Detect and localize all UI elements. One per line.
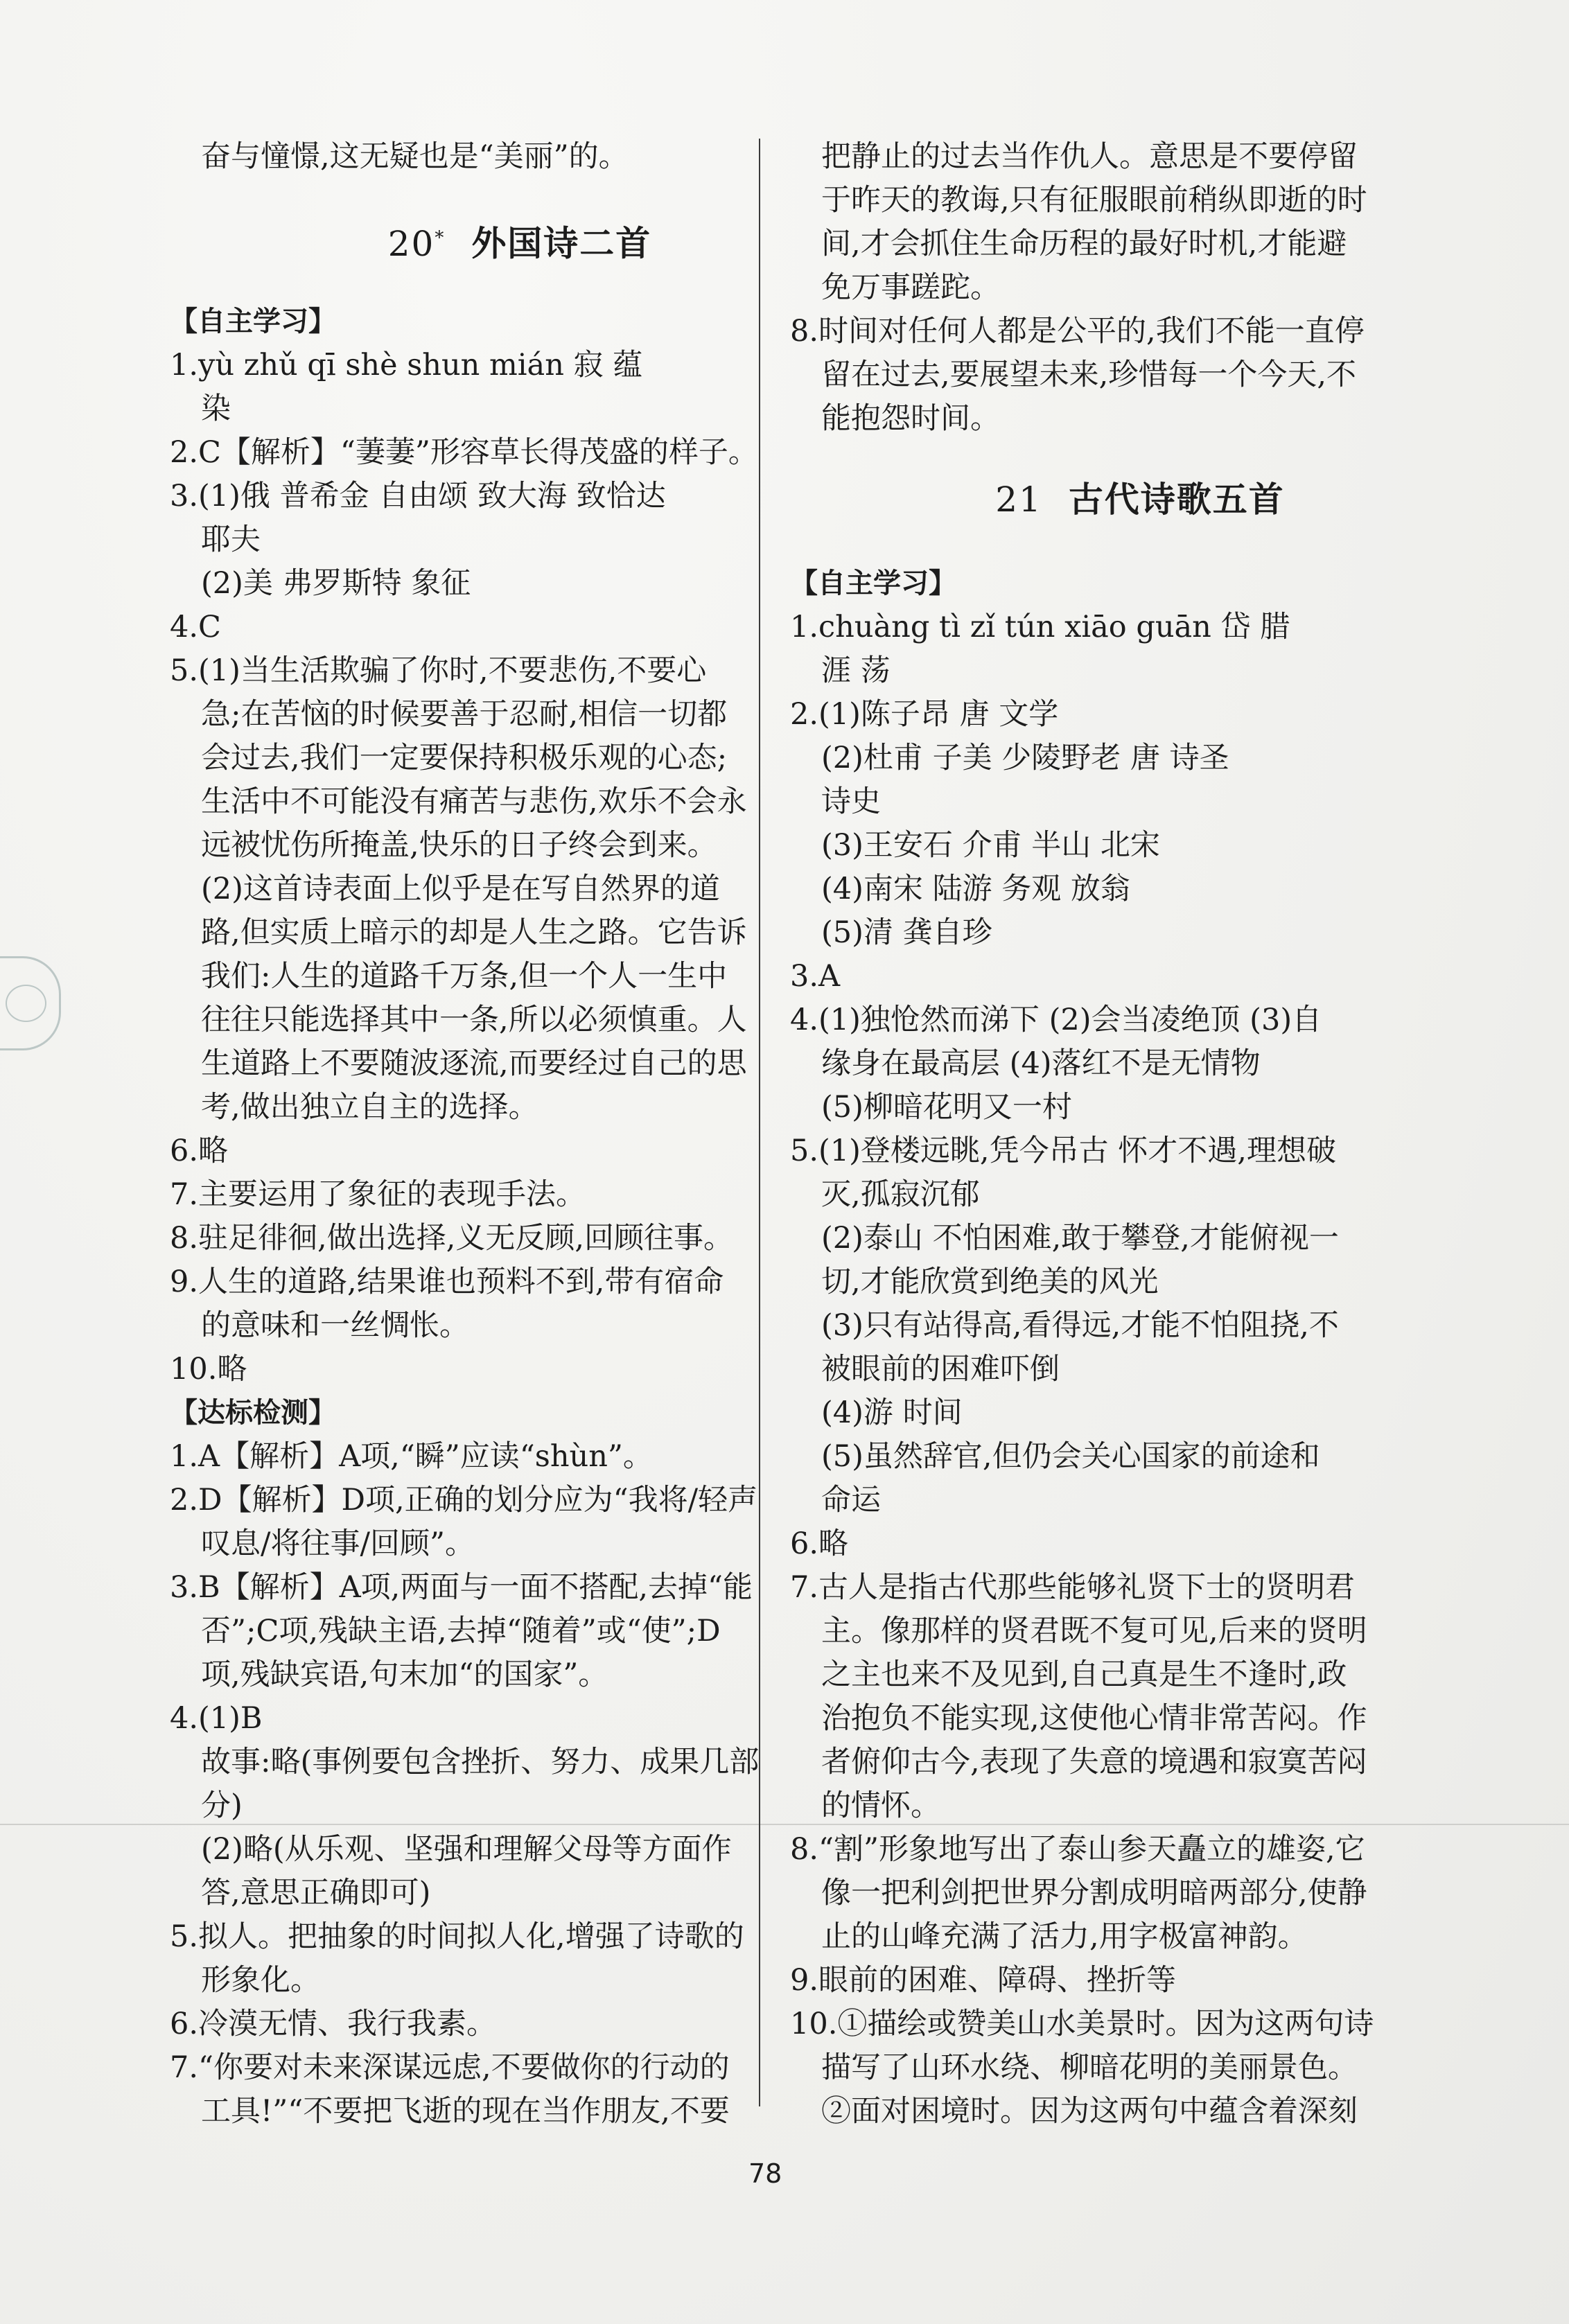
answer-line: 考,做出独立自主的选择。 (201, 1090, 538, 1125)
answer-line: 能抱怨时间。 (821, 401, 1000, 436)
answer-line: 诗史 (821, 784, 881, 819)
answer-line: 急;在苦恼的时候要善于忍耐,相信一切都 (201, 697, 728, 732)
answer-line: 3.A (790, 959, 841, 994)
answer-line: 会过去,我们一定要保持积极乐观的心态; (201, 741, 728, 775)
answer-line: 6.略 (170, 1134, 229, 1168)
lesson-number: 21 (995, 479, 1042, 520)
answer-line: 耶夫 (201, 522, 261, 557)
answer-line: 4.(1)B (170, 1701, 263, 1736)
answer-line: 于昨天的教诲,只有征服眼前稍纵即逝的时 (821, 183, 1367, 218)
answer-line: (2)这首诗表面上似乎是在写自然界的道 (201, 872, 720, 906)
answer-line: 故事:略(事例要包含挫折、努力、成果几部 (201, 1745, 760, 1779)
answer-line: (2)杜甫 子美 少陵野老 唐 诗圣 (821, 741, 1229, 775)
lesson-number: 20* (387, 223, 446, 264)
answer-line: 者俯仰古今,表现了失意的境遇和寂寞苦闷 (821, 1745, 1367, 1779)
answer-line: 命运 (821, 1483, 881, 1517)
answer-line: 4.(1)独怆然而涕下 (2)会当凌绝顶 (3)自 (790, 1003, 1322, 1037)
answer-line: 1.A【解析】A项,“瞬”应读“shùn”。 (170, 1439, 653, 1474)
answer-line: 把静止的过去当作仇人。意思是不要停留 (821, 139, 1358, 174)
answer-line: 被眼前的困难吓倒 (821, 1352, 1060, 1387)
answer-line: (3)只有站得高,看得远,才能不怕阻挠,不 (821, 1308, 1339, 1343)
answer-line: 1.yù zhǔ qī shè shun mián 寂 蕴 (170, 348, 643, 382)
lesson-title-text: 古代诗歌五首 (1068, 479, 1285, 520)
answer-line: 生活中不可能没有痛苦与悲伤,欢乐不会永 (201, 784, 747, 819)
answer-line: 10.①描绘或赞美山水美景时。因为这两句诗 (790, 2007, 1374, 2041)
answer-line: 叹息/将往事/回顾”。 (201, 1526, 475, 1561)
answer-line: 缘身在最高层 (4)落红不是无情物 (821, 1046, 1261, 1081)
answer-line: 免万事蹉跎。 (821, 270, 1000, 305)
answer-line: 8.驻足徘徊,做出选择,义无反顾,回顾往事。 (170, 1221, 734, 1256)
left-column (170, 135, 870, 2133)
answer-line: (4)南宋 陆游 务观 放翁 (821, 872, 1130, 906)
answer-line: (5)清 龚自珍 (821, 915, 992, 950)
answer-line: 7.古人是指古代那些能够礼贤下士的贤明君 (790, 1570, 1356, 1605)
lesson-title-text: 外国诗二首 (471, 222, 652, 264)
answer-line: 9.眼前的困难、障碍、挫折等 (790, 1963, 1177, 1998)
answer-line: 2.C【解析】“萋萋”形容草长得茂盛的样子。 (170, 435, 758, 470)
answer-line: 2.(1)陈子昂 唐 文学 (790, 697, 1059, 732)
answer-line: 10.略 (170, 1352, 247, 1387)
answer-line: 3.B【解析】A项,两面与一面不搭配,去掉“能 (170, 1570, 753, 1605)
answer-line: 答,意思正确即可) (201, 1876, 431, 1910)
answer-line: 路,但实质上暗示的却是人生之路。它告诉 (201, 915, 747, 950)
lesson-title-20 (170, 206, 870, 269)
intro-line: 奋与憧憬,这无疑也是“美丽”的。 (201, 139, 629, 174)
page-number: 78 (748, 2158, 782, 2189)
answer-line: 我们:人生的道路千万条,但一个人一生中 (201, 959, 728, 994)
answer-line: 的情怀。 (821, 1788, 940, 1823)
answer-line: (5)柳暗花明又一村 (821, 1090, 1072, 1125)
answer-line: 9.人生的道路,结果谁也预料不到,带有宿命 (170, 1265, 724, 1299)
section-heading-self-study: 【自主学习】 (790, 567, 956, 599)
answer-line: 7.“你要对未来深谋远虑,不要做你的行动的 (170, 2050, 730, 2085)
answer-line: (4)游 时间 (821, 1396, 963, 1430)
answer-line: 1.chuàng tì zǐ tún xiāo guān 岱 腊 (790, 610, 1290, 644)
answer-line: 的意味和一丝惆怅。 (201, 1308, 469, 1343)
answer-line: 4.C (170, 610, 221, 644)
answer-line: 治抱负不能实现,这使他心情非常苦闷。作 (821, 1701, 1367, 1736)
self-study-answers (790, 606, 1490, 2133)
answer-line: 染 (201, 391, 231, 426)
answer-line: 工具!”“不要把飞逝的现在当作朋友,不要 (201, 2094, 730, 2129)
answer-line: 7.主要运用了象征的表现手法。 (170, 1177, 586, 1212)
answer-line: 5.拟人。把抽象的时间拟人化,增强了诗歌的 (170, 1919, 744, 1954)
answer-line: 6.略 (790, 1526, 849, 1561)
answer-line: (5)虽然辞官,但仍会关心国家的前途和 (821, 1439, 1320, 1474)
answer-line: 主。像那样的贤君既不复可见,后来的贤明 (821, 1614, 1367, 1648)
section-heading-check: 【达标检测】 (170, 1397, 336, 1429)
section-heading-self-study: 【自主学习】 (170, 306, 336, 337)
side-stamp (0, 956, 61, 1050)
answer-line: 像一把利剑把世界分割成明暗两部分,使静 (821, 1876, 1367, 1910)
answer-line: 2.D【解析】D项,正确的划分应为“我将/轻声 (170, 1483, 758, 1517)
answer-line: 切,才能欣赏到绝美的风光 (821, 1265, 1159, 1299)
answer-line: (2)泰山 不怕困难,敢于攀登,才能俯视一 (821, 1221, 1339, 1256)
answer-line: 形象化。 (201, 1963, 320, 1998)
answer-line: 6.冷漠无情、我行我素。 (170, 2007, 497, 2041)
check-answers (170, 1435, 870, 2133)
answer-line: 留在过去,要展望未来,珍惜每一个今天,不 (821, 358, 1357, 392)
answer-line: 5.(1)登楼远眺,凭今吊古 怀才不遇,理想破 (790, 1134, 1336, 1168)
answer-line: 远被忧伤所掩盖,快乐的日子终会到来。 (201, 828, 717, 863)
answer-line: 8.时间对任何人都是公平的,我们不能一直停 (790, 314, 1365, 349)
answer-line: 之主也来不及见到,自己真是生不逢时,政 (821, 1657, 1347, 1692)
answer-line: 描写了山环水绕、柳暗花明的美丽景色。 (821, 2050, 1358, 2085)
answer-line: 止的山峰充满了活力,用字极富神韵。 (821, 1919, 1308, 1954)
answer-line: ②面对困境时。因为这两句中蕴含着深刻 (821, 2094, 1358, 2129)
answer-line: 往往只能选择其中一条,所以必须慎重。人 (201, 1003, 747, 1037)
answer-line: 否”;C项,残缺主语,去掉“随着”或“使”;D (201, 1614, 721, 1648)
answer-line: 灭,孤寂沉郁 (821, 1177, 980, 1212)
answer-line: 涯 荡 (821, 653, 891, 688)
self-study-answers (170, 344, 870, 1391)
answer-line: (3)王安石 介甫 半山 北宋 (821, 828, 1160, 863)
answer-line: (2)美 弗罗斯特 象征 (201, 566, 471, 601)
lesson-title-21 (790, 468, 1490, 531)
answer-line: 项,残缺宾语,句末加“的国家”。 (201, 1657, 608, 1692)
answer-line: 5.(1)当生活欺骗了你时,不要悲伤,不要心 (170, 653, 707, 688)
answer-line: 生道路上不要随波逐流,而要经过自己的思 (201, 1046, 747, 1081)
answer-line: 8.“割”形象地写出了泰山参天矗立的雄姿,它 (790, 1832, 1365, 1867)
answer-line: 3.(1)俄 普希金 自由颂 致大海 致恰达 (170, 479, 666, 513)
answer-line: (2)略(从乐观、坚强和理解父母等方面作 (201, 1832, 732, 1867)
right-column (790, 135, 1490, 2133)
continued-answers (790, 135, 1490, 441)
answer-line: 间,才会抓住生命历程的最好时机,才能避 (821, 227, 1347, 261)
answer-line: 分) (201, 1788, 243, 1823)
